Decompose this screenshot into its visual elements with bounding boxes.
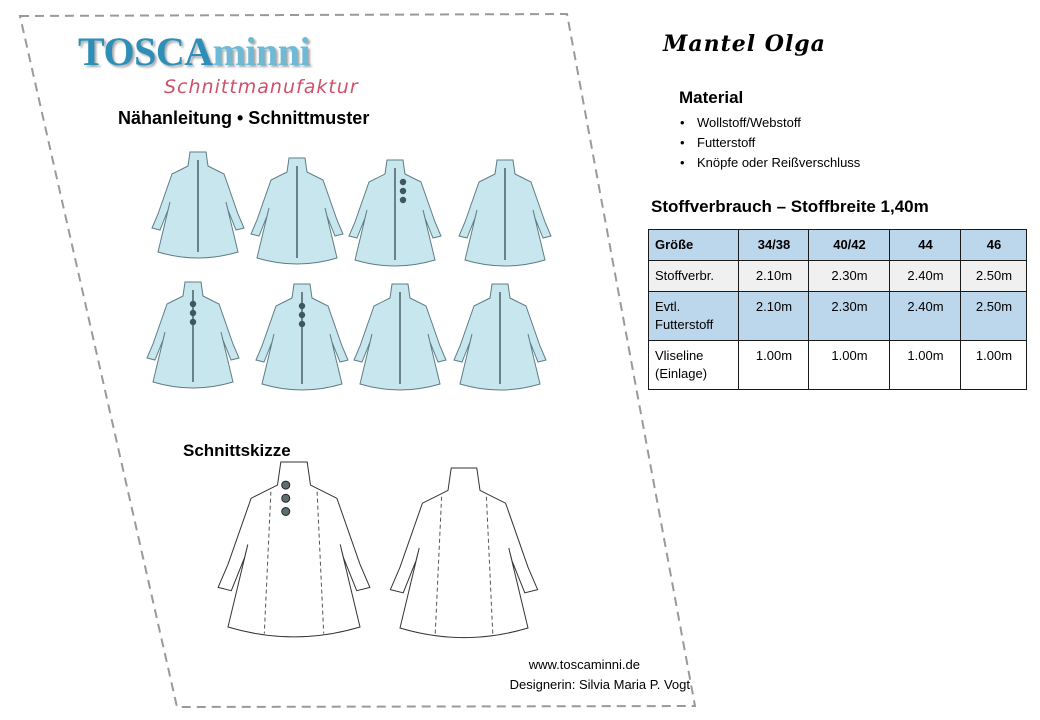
table-row bbox=[649, 292, 1027, 341]
coat-button bbox=[190, 319, 196, 325]
brand-name-part1: TOSCA bbox=[78, 29, 213, 74]
coat-button bbox=[400, 188, 406, 194]
material-item: • Knöpfe oder Reißverschluss bbox=[680, 153, 860, 173]
material-heading: Material bbox=[679, 88, 744, 107]
table-row bbox=[649, 261, 1027, 292]
product-title: Mantel Olga bbox=[663, 31, 826, 57]
coat-button bbox=[400, 197, 406, 203]
fabric-usage-table bbox=[648, 229, 1027, 390]
sketch-heading: Schnittskizze bbox=[183, 441, 291, 460]
material-list bbox=[680, 113, 860, 173]
row-label: Stoffverbr. bbox=[649, 261, 739, 292]
website-link[interactable]: www.toscaminni.de bbox=[528, 657, 640, 672]
table-header-row bbox=[649, 230, 1027, 261]
coat-button bbox=[190, 310, 196, 316]
table-cell: 1.00m bbox=[809, 341, 890, 390]
table-cell: 2.40m bbox=[890, 261, 961, 292]
coat-button bbox=[190, 301, 196, 307]
table-header-cell: Größe bbox=[649, 230, 739, 261]
table-header-cell: 34/38 bbox=[739, 230, 809, 261]
table-cell: 2.30m bbox=[809, 292, 890, 341]
material-item: • Futterstoff bbox=[680, 133, 860, 153]
table-header-cell: 44 bbox=[890, 230, 961, 261]
coat-button bbox=[400, 179, 406, 185]
table-header-cell: 46 bbox=[961, 230, 1027, 261]
material-item: • Wollstoff/Webstoff bbox=[680, 113, 860, 133]
table-cell: 1.00m bbox=[961, 341, 1027, 390]
table-row bbox=[649, 341, 1027, 390]
table-header-cell: 40/42 bbox=[809, 230, 890, 261]
table-cell: 2.30m bbox=[809, 261, 890, 292]
table-cell: 2.10m bbox=[739, 261, 809, 292]
fabric-usage-heading: Stoffverbrauch – Stoffbreite 1,40m bbox=[651, 197, 929, 216]
table-cell: 1.00m bbox=[890, 341, 961, 390]
brand-logo bbox=[78, 30, 310, 74]
coat-button bbox=[299, 312, 305, 318]
sketch-button bbox=[282, 508, 290, 516]
coat-button bbox=[299, 321, 305, 327]
table-cell: 2.50m bbox=[961, 292, 1027, 341]
table-cell: 2.10m bbox=[739, 292, 809, 341]
brand-name-part2: minni bbox=[212, 29, 311, 74]
brand-tagline: Schnittmanufaktur bbox=[164, 76, 359, 98]
table-cell: 1.00m bbox=[739, 341, 809, 390]
designer-credit: Designerin: Silvia Maria P. Vogt bbox=[509, 677, 690, 692]
pattern-heading: Nähanleitung • Schnittmuster bbox=[118, 108, 370, 128]
row-label: Vliseline (Einlage) bbox=[649, 341, 739, 390]
coat-button bbox=[299, 303, 305, 309]
sketch-button bbox=[282, 481, 290, 489]
row-label: Evtl. Futterstoff bbox=[649, 292, 739, 341]
table-cell: 2.50m bbox=[961, 261, 1027, 292]
table-cell: 2.40m bbox=[890, 292, 961, 341]
sketch-button bbox=[282, 494, 290, 502]
